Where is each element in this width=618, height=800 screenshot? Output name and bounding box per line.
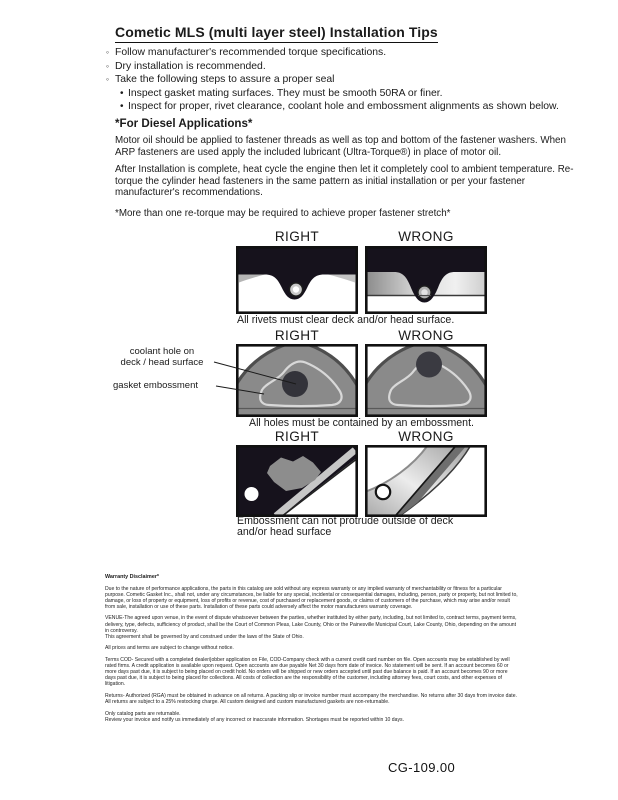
coolant-hole-label: coolant hole on deck / head surface (120, 346, 204, 368)
warranty-paragraph: Review your invoice and notify us immediately of any incorrect or inaccurate information. Shortages must be reported within 10 days. (105, 716, 404, 723)
warranty-heading: Warranty Disclaimer* (105, 574, 160, 580)
tip-text: Inspect gasket mating surfaces. They must be smooth 50RA or finer. (128, 87, 443, 99)
row3-caption: Embossment can not protrude outside of deck and/or head surface (237, 515, 454, 539)
rivet-wrong-diagram (365, 246, 487, 314)
warranty-paragraph: This agreement shall be governed by and construed under the laws of the State of Ohio. (105, 633, 304, 640)
retorque-note: *More than one re-torque may be required to achieve proper fastener stretch* (115, 208, 451, 219)
dot-bullet-icon: • (120, 87, 124, 99)
row1-right-label: RIGHT (274, 229, 320, 244)
installation-tips-list (106, 46, 592, 114)
title-wrap (115, 24, 438, 43)
dot-bullet-icon: • (120, 101, 124, 113)
row3-wrong-label: WRONG (398, 429, 454, 444)
diesel-heading: *For Diesel Applications* (115, 117, 253, 130)
row1-caption: All rivets must clear deck and/or head surface. (237, 314, 455, 326)
gasket-embossment-label: gasket embossment (113, 380, 199, 391)
diesel-paragraph-1: Motor oil should be applied to fastener threads as well as top and bottom of the fastener washers. When ARP fasteners are used apply the included lubricant (Ultra-Torque®) in place of motor oil. (115, 135, 566, 158)
hole-wrong-diagram (365, 344, 487, 417)
page-title: Cometic MLS (multi layer steel) Installation Tips (115, 24, 438, 43)
row3-right-label: RIGHT (274, 429, 320, 444)
tip-text: Follow manufacturer's recommended torque specifications. (115, 47, 387, 58)
circle-bullet-icon: ◦ (106, 60, 110, 71)
warranty-paragraph: Only catalog parts are returnable. (105, 710, 181, 717)
page-code: CG-109.00 (388, 760, 456, 775)
row2-wrong-label: WRONG (398, 328, 454, 343)
circle-bullet-icon: ◦ (106, 74, 110, 85)
tip-subitem (120, 100, 592, 114)
row2-right-label: RIGHT (274, 328, 320, 343)
embossment-right-diagram (236, 445, 358, 517)
warranty-paragraph: VENUE-The agreed upon venue, in the event of dispute whatsoever between the parties, whether instituted by either party, including, but not limited to, contract terms, payment terms, delivery, type, defects, sufficiency of product, shall be the Court of Common Pleas, Lake County, Ohio or the Painesville Municipal Court, Lake County, Ohio, depending on the amount in controversy. (105, 615, 517, 634)
warranty-paragraph: All prices and terms are subject to change without notice. (105, 645, 234, 652)
tip-item (106, 60, 592, 74)
warranty-disclaimer (105, 574, 519, 723)
tip-item (106, 73, 592, 87)
warranty-paragraph: Terms COD- Secured with a completed dealer/jobber application on File, COD-Company check with a current credit card number on file. Open accounts may be established by well rated firms. A credit application is available upon request. Open accounts are due payable Net 30 days from date of invoice. No statement will be sent. If an account becomes 60 or more days past due, it is subject to being placed on credit hold. No orders will be shipped or new orders accepted until past due balance is paid. If an account becomes 90 or more days past due, it is subject to being placed for collections. All costs of collection are the responsibility of the customer, including attorney fees, court costs, and other expenses of litigation. (105, 656, 510, 688)
circle-bullet-icon: ◦ (106, 47, 110, 57)
tip-item (106, 46, 592, 60)
tip-text: Inspect for proper, rivet clearance, coolant hole and embossment alignments as shown below. (128, 101, 559, 113)
row1-wrong-label: WRONG (398, 229, 454, 244)
diesel-paragraph-2: After Installation is complete, heat cycle the engine then let it completely cool to ambient temperature. Re-torque the cylinder head fasteners in the same pattern as initial installation or per your fastener manufacturer's recommendations. (115, 164, 574, 199)
tip-text: Take the following steps to assure a proper seal (115, 74, 335, 86)
warranty-paragraph: Due to the nature of performance applications, the parts in this catalog are sold without any express warranty or any implied warranty of merchantability or fitness for a particular purpose. Cometic Gasket Inc., shall not, under any circumstances, be liable for any special, incidental or consequential damages, including, person, party or property, but not limited to, damage, or loss of property or equipment, loss of profits or revenue, cost of purchased or replacement goods, or claims of customers of the purchase, which may arise and/or result from sale, installation or use of these parts. Installation of these parts could adversely affect the motor manufacturers warranty coverage. (105, 585, 518, 610)
embossment-wrong-diagram (365, 445, 487, 517)
row2-caption: All holes must be contained by an embossment. (249, 417, 474, 429)
warranty-paragraph: Returns- Authorized (RGA) must be obtained in advance on all returns. A packing slip or invoice number must accompany the merchandise. No returns after 30 days from invoice date. All returns are subject to a 25% restocking charge. All custom designed and custom manufactured gaskets are non-returnable. (105, 692, 517, 705)
tip-text: Dry installation is recommended. (115, 60, 266, 72)
rivet-right-diagram (236, 246, 358, 314)
leader-lines (112, 344, 304, 404)
tip-subitem (120, 87, 592, 101)
